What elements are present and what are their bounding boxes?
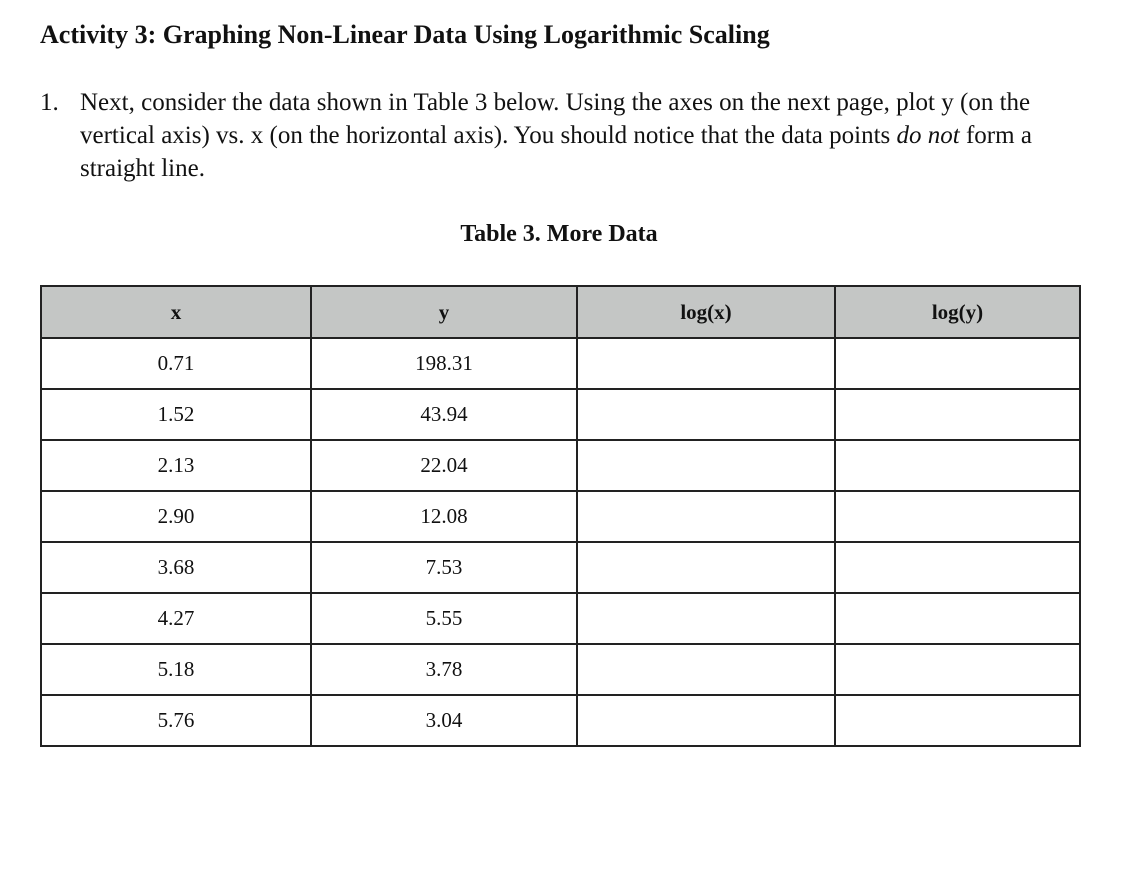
table-row xyxy=(41,338,1080,389)
table-row xyxy=(41,644,1080,695)
table-row xyxy=(41,695,1080,746)
table-row xyxy=(41,389,1080,440)
cell-y: 3.78 xyxy=(311,644,577,695)
cell-log-x[interactable] xyxy=(577,440,835,491)
header-x: x xyxy=(41,286,311,338)
cell-log-x[interactable] xyxy=(577,593,835,644)
activity-title: Activity 3: Graphing Non-Linear Data Using Logarithmic Scaling xyxy=(40,20,770,49)
cell-x: 5.18 xyxy=(41,644,311,695)
cell-log-y[interactable] xyxy=(835,440,1080,491)
cell-log-y[interactable] xyxy=(835,542,1080,593)
table-row xyxy=(41,593,1080,644)
cell-y: 5.55 xyxy=(311,593,577,644)
question-text-after: form a straight line. xyxy=(80,122,1032,182)
cell-log-x[interactable] xyxy=(577,644,835,695)
cell-log-x[interactable] xyxy=(577,695,835,746)
question-1 xyxy=(40,86,1070,185)
cell-log-x[interactable] xyxy=(577,491,835,542)
cell-log-x[interactable] xyxy=(577,542,835,593)
table-header-row xyxy=(41,286,1080,338)
table-row xyxy=(41,440,1080,491)
question-emphasis: do not xyxy=(896,122,960,149)
header-log-y: log(y) xyxy=(835,286,1080,338)
cell-x: 1.52 xyxy=(41,389,311,440)
cell-y: 3.04 xyxy=(311,695,577,746)
cell-x: 2.13 xyxy=(41,440,311,491)
cell-y: 12.08 xyxy=(311,491,577,542)
header-log-x: log(x) xyxy=(577,286,835,338)
data-table xyxy=(40,285,1081,747)
cell-log-x[interactable] xyxy=(577,338,835,389)
cell-x: 0.71 xyxy=(41,338,311,389)
cell-log-y[interactable] xyxy=(835,644,1080,695)
cell-log-y[interactable] xyxy=(835,338,1080,389)
question-number: 1. xyxy=(40,89,59,116)
cell-y: 43.94 xyxy=(311,389,577,440)
cell-log-y[interactable] xyxy=(835,593,1080,644)
cell-x: 2.90 xyxy=(41,491,311,542)
cell-x: 4.27 xyxy=(41,593,311,644)
cell-y: 7.53 xyxy=(311,542,577,593)
cell-log-y[interactable] xyxy=(835,491,1080,542)
cell-log-y[interactable] xyxy=(835,389,1080,440)
table-row xyxy=(41,542,1080,593)
question-text-before: Next, consider the data shown in Table 3 below. Using the axes on the next page, plot y (on the vertical axis) vs. x (on the horizontal axis). You should notice that the data points xyxy=(80,89,1031,149)
table-row xyxy=(41,491,1080,542)
header-y: y xyxy=(311,286,577,338)
cell-y: 198.31 xyxy=(311,338,577,389)
table-caption: Table 3. More Data xyxy=(460,221,658,247)
cell-y: 22.04 xyxy=(311,440,577,491)
cell-x: 3.68 xyxy=(41,542,311,593)
cell-log-y[interactable] xyxy=(835,695,1080,746)
question-text xyxy=(80,86,1070,185)
cell-log-x[interactable] xyxy=(577,389,835,440)
cell-x: 5.76 xyxy=(41,695,311,746)
